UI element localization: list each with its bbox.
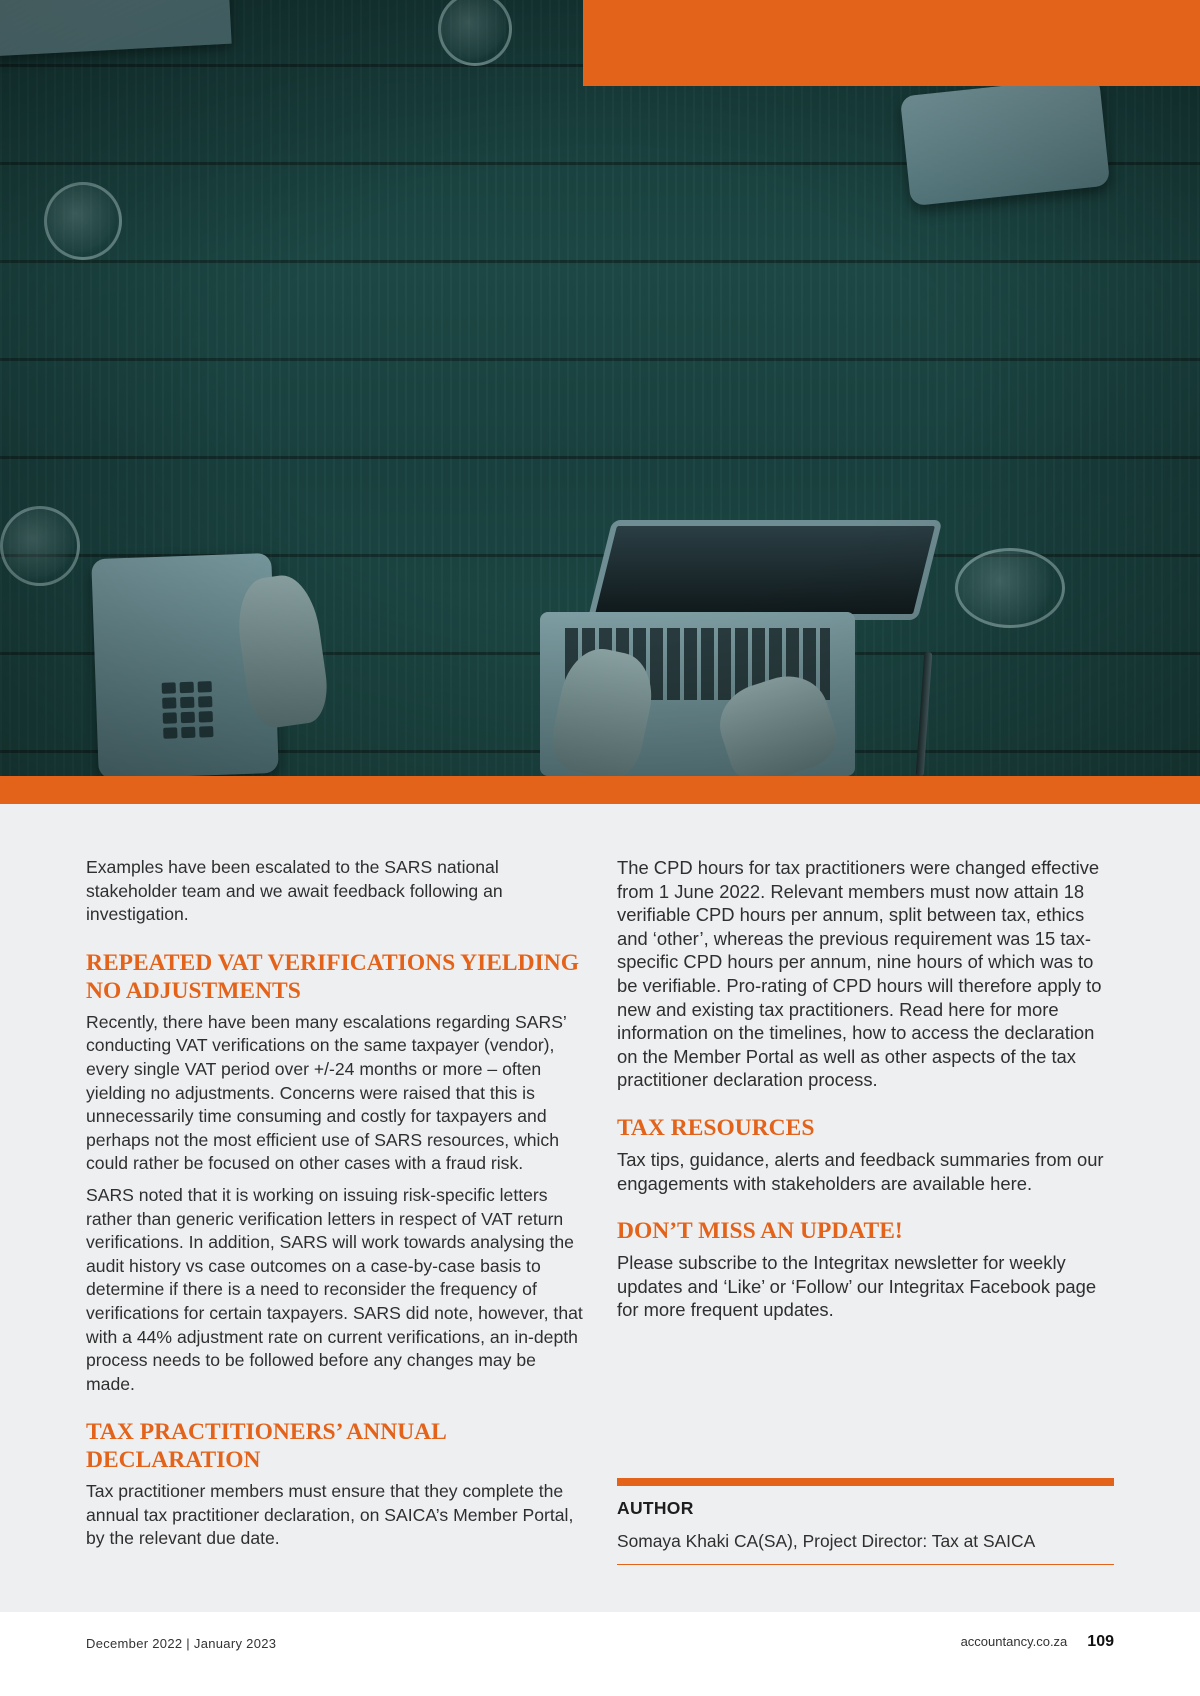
intro-paragraph: Examples have been escalated to the SARS national stakeholder team and we await feedback following an investigation. (86, 857, 503, 925)
hero-image (0, 0, 1200, 776)
orange-header-block (583, 0, 1200, 86)
vat-verifications-paragraph-2: SARS noted that it is working on issuing risk-specific letters rather than generic verification letters in respect of VAT return verifications. In addition, SARS will work towards analysing the audit history vs case outcomes on a case-by-case basis to determine if there is a need to reconsider the frequency of verifications for certain taxpayers. SARS did note, however, that with a 44% adjustment rate on current verifications, an in-depth process needs to be followed before any changes may be made. (86, 1184, 583, 1394)
cpd-hours-paragraph: The CPD hours for tax practitioners were changed effective from 1 June 2022. Relevant members must now attain 18 verifiable CPD hours per annum, split between tax, ethics and ‘other’, whereas the previous requirement was 15 tax-specific CPD hours per annum, nine hours of which was to be verifiable. Pro-rating of CPD hours will therefore apply to new and existing tax practitioners. Read here for more information on the timelines, how to access the declaration on the Member Portal as well as other aspects of the tax practitioner declaration process. (617, 857, 1102, 1091)
hero-vignette (0, 0, 1200, 776)
footer-issue-date: December 2022 | January 2023 (86, 1636, 277, 1651)
article-column-right (617, 856, 1117, 1330)
author-name: Somaya Khaki CA(SA), Project Director: Tax at SAICA (617, 1531, 1114, 1565)
annual-declaration-paragraph: Tax practitioner members must ensure that they complete the annual tax practitioner declaration, on SAICA’s Member Portal, by the relevant due date. (86, 1481, 574, 1549)
author-rule (617, 1478, 1114, 1486)
newsletter-paragraph: Please subscribe to the Integritax newsletter for weekly updates and ‘Like’ or ‘Follow’ our Integritax Facebook page for more frequent updates. (617, 1252, 1097, 1321)
article-column-left (86, 856, 586, 1559)
orange-divider-band (0, 776, 1200, 804)
vat-verifications-paragraph-1: Recently, there have been many escalations regarding SARS’ conducting VAT verifications on the same taxpayer (vendor), every single VAT period over +/-24 months or more – often yielding no adjustments. Concerns were raised that this is unnecessarily time consuming and costly for taxpayers and perhaps not the most efficient use of SARS resources, which could rather be focused on other cases with a fraud risk. (86, 1011, 567, 1174)
footer-website: accountancy.co.za (960, 1634, 1068, 1649)
footer-right (961, 1633, 1114, 1651)
page-number: 109 (1087, 1633, 1114, 1650)
section-heading-annual-declaration: TAX PRACTITIONERS’ ANNUAL DECLARATION (86, 1419, 446, 1474)
author-box (617, 1478, 1114, 1565)
section-heading-tax-resources: TAX RESOURCES (617, 1114, 815, 1141)
section-heading-dont-miss-update: DON’T MISS AN UPDATE! (617, 1218, 903, 1245)
tax-resources-paragraph: Tax tips, guidance, alerts and feedback summaries from our engagements with stakeholders are available here. (617, 1148, 1104, 1194)
section-heading-vat-verifications: REPEATED VAT VERIFICATIONS YIELDING NO ADJUSTMENTS (86, 949, 579, 1004)
author-label: AUTHOR (617, 1498, 694, 1518)
